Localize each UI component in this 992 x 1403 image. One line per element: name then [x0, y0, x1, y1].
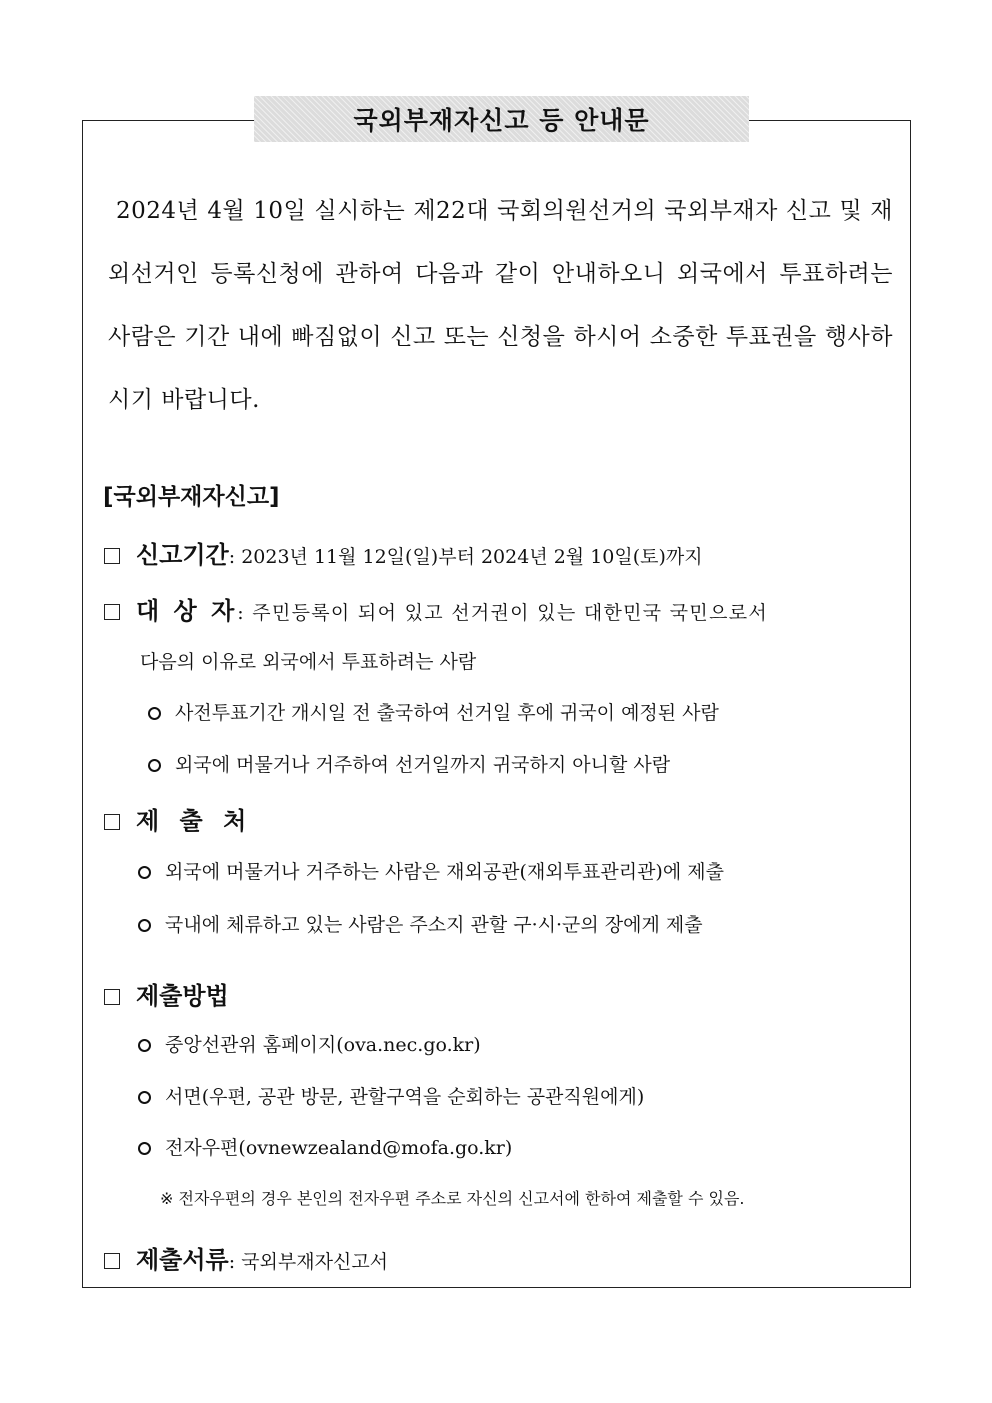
circle-bullet-icon [138, 1091, 151, 1104]
circle-bullet-icon [148, 759, 161, 772]
circle-bullet-icon [138, 866, 151, 879]
target-row [104, 591, 768, 626]
circle-bullet-icon [148, 707, 161, 720]
target-heading: 대 상 자 [136, 597, 238, 625]
title-banner [254, 96, 749, 142]
circle-bullet-icon [138, 1142, 151, 1155]
circle-bullet-icon [138, 919, 151, 932]
submit-to-bullet-2: 국내에 체류하고 있는 사람은 주소지 관할 구·시·군의 장에게 제출 [138, 910, 703, 937]
section-title: [국외부재자신고] [103, 484, 280, 510]
circle-bullet-icon [138, 1039, 151, 1052]
page-title: 국외부재자신고 등 안내문 [353, 106, 650, 135]
method-row [104, 976, 229, 1011]
intro-paragraph: 2024년 4월 10일 실시하는 제22대 국회의원선거의 국외부재자 신고 및 재외선거인 등록신청에 관하여 다음과 같이 안내하오니 외국에서 투표하려는 사람은 기간 내에 빠짐없이 신고 또는 신청을 하시어 소중한 투표권을 행사하시기 바랍니다. [108, 198, 893, 413]
submit-to-heading: 제 출 처 [136, 807, 253, 835]
submit-to-row [104, 801, 252, 836]
method-heading: 제출방법 [136, 982, 229, 1010]
checkbox-square-icon [104, 1253, 120, 1269]
target-text-line1: : 주민등록이 되어 있고 선거권이 있는 대한민국 국민으로서 [237, 602, 769, 624]
method-bullet-2: 서면(우편, 공관 방문, 관할구역을 순회하는 공관직원에게) [138, 1082, 644, 1109]
documents-text: : 국외부재자신고서 [228, 1251, 389, 1273]
documents-heading: 제출서류 [136, 1246, 229, 1274]
checkbox-square-icon [104, 814, 120, 830]
method-bullet-1: 중앙선관위 홈페이지(ova.nec.go.kr) [138, 1030, 481, 1057]
submit-to-bullet-1: 외국에 머물거나 거주하는 사람은 재외공관(재외투표관리관)에 제출 [138, 857, 724, 884]
method-bullet-3: 전자우편(ovnewzealand@mofa.go.kr) [138, 1133, 512, 1160]
checkbox-square-icon [104, 604, 120, 620]
checkbox-square-icon [104, 989, 120, 1005]
target-bullet-1: 사전투표기간 개시일 전 출국하여 선거일 후에 귀국이 예정된 사람 [148, 698, 719, 725]
target-text-line2: 다음의 이유로 외국에서 투표하려는 사람 [140, 651, 477, 673]
checkbox-square-icon [104, 548, 120, 564]
target-bullet-2: 외국에 머물거나 거주하여 선거일까지 귀국하지 아니할 사람 [148, 750, 670, 777]
period-heading: 신고기간 [136, 541, 229, 569]
documents-row [104, 1240, 388, 1275]
period-text: : 2023년 11월 12일(일)부터 2024년 2월 10일(토)까지 [228, 546, 703, 568]
method-note: ※ 전자우편의 경우 본인의 전자우편 주소로 자신의 신고서에 한하여 제출할 수 있음. [160, 1189, 745, 1208]
period-row [104, 535, 703, 570]
